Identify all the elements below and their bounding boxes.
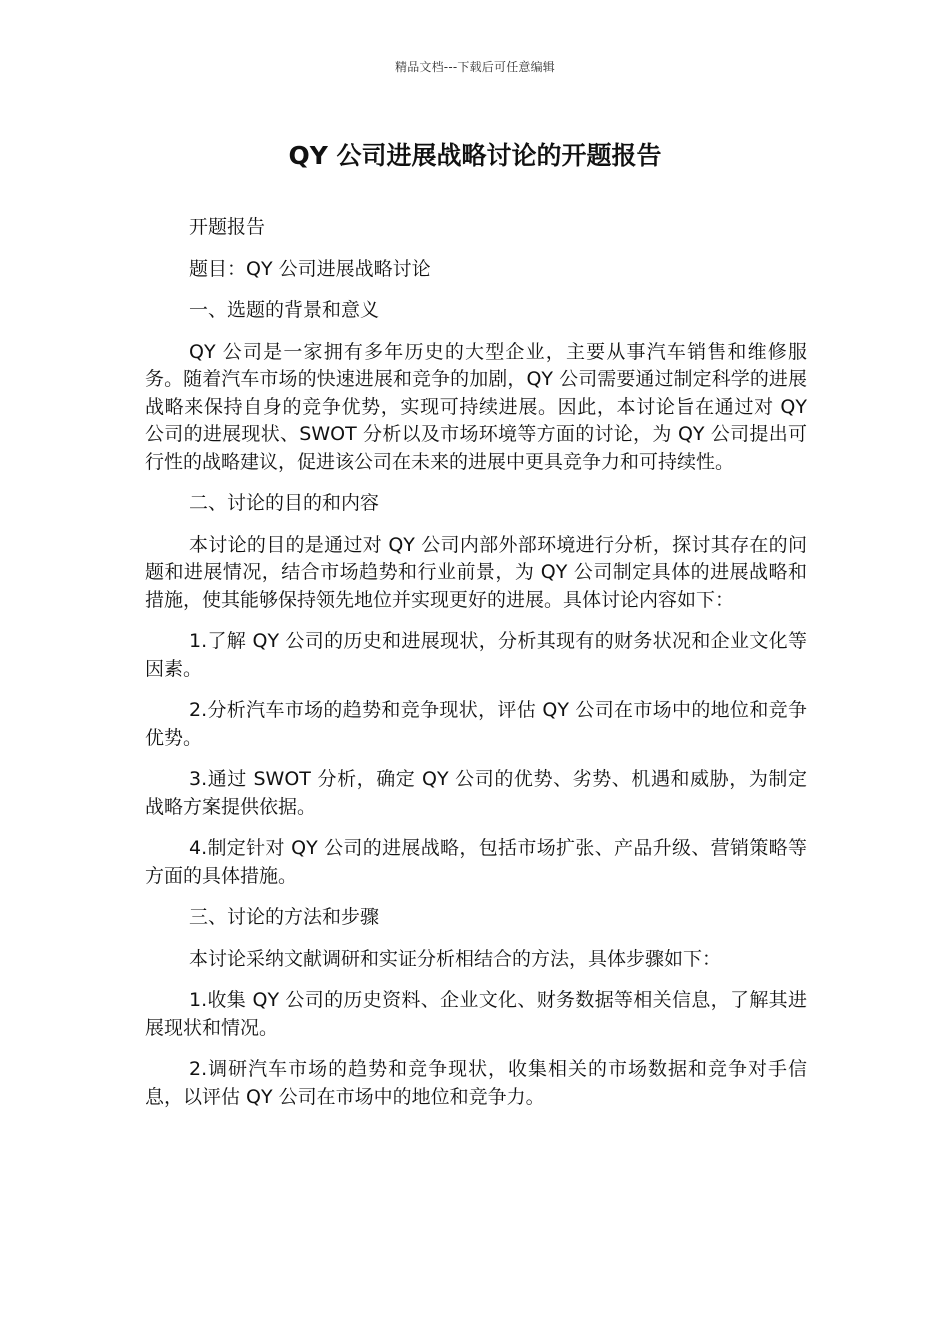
paragraph-background: QY 公司是一家拥有多年历史的大型企业，主要从事汽车销售和维修服务。随着汽车市场的快速进展和竞争的加剧，QY 公司需要通过制定科学的进展战略来保持自身的竞争优势，实现可持续进展。因此，本讨论旨在通过对 QY 公司的进展现状、SWOT 分析以及市场环境等方面的讨论，为 QY 公司提出可行性的战略建议，促进该公司在未来的进展中更具竞争力和可持续性。 — [145, 340, 807, 473]
heading-report: 开题报告 — [189, 216, 266, 238]
header-note: 精品文档---下载后可任意编辑 — [395, 60, 555, 74]
section-heading-purpose: 二、讨论的目的和内容 — [189, 492, 380, 514]
list-item-step-2: 2.调研汽车市场的趋势和竞争现状，收集相关的市场数据和竞争对手信息，以评估 QY 公司在市场中的地位和竞争力。 — [145, 1058, 807, 1108]
list-item-content-1: 1.了解 QY 公司的历史和进展现状，分析其现有的财务状况和企业文化等因素。 — [145, 630, 807, 680]
list-item-content-3: 3.通过 SWOT 分析，确定 QY 公司的优势、劣势、机遇和威胁，为制定战略方案提供依据。 — [145, 768, 807, 818]
section-heading-background: 一、选题的背景和意义 — [189, 299, 380, 321]
heading-topic: 题目：QY 公司进展战略讨论 — [189, 257, 431, 280]
document-title: QY 公司进展战略讨论的开题报告 — [288, 141, 662, 170]
list-item-content-4: 4.制定针对 QY 公司的进展战略，包括市场扩张、产品升级、营销策略等方面的具体措施。 — [145, 837, 807, 887]
section-heading-method: 三、讨论的方法和步骤 — [189, 906, 380, 928]
list-item-step-1: 1.收集 QY 公司的历史资料、企业文化、财务数据等相关信息，了解其进展现状和情况。 — [145, 989, 807, 1039]
paragraph-purpose: 本讨论的目的是通过对 QY 公司内部外部环境进行分析，探讨其存在的问题和进展情况，结合市场趋势和行业前景，为 QY 公司制定具体的进展战略和措施，使其能够保持领先地位并实现更好的进展。具体讨论内容如下： — [145, 533, 807, 611]
paragraph-method: 本讨论采纳文献调研和实证分析相结合的方法，具体步骤如下： — [189, 947, 722, 970]
list-item-content-2: 2.分析汽车市场的趋势和竞争现状，评估 QY 公司在市场中的地位和竞争优势。 — [145, 699, 807, 749]
document-body — [145, 214, 807, 1125]
